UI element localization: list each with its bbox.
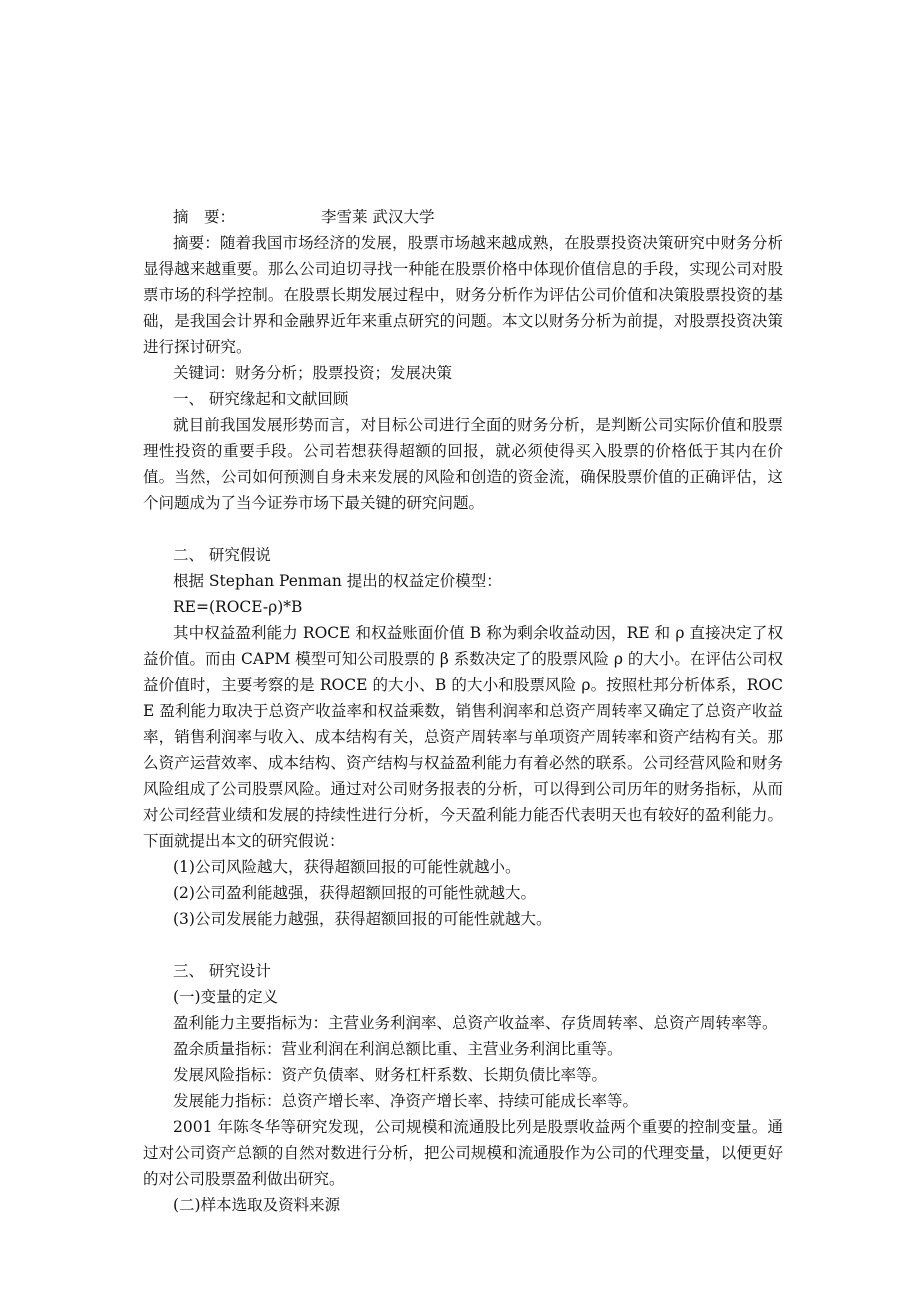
model-intro-line: 根据 Stephan Penman 提出的权益定价模型： — [173, 572, 502, 590]
abstract-heading: 摘 要： — [173, 208, 236, 226]
section-2-heading: 二、 研究假说 — [173, 546, 271, 564]
blank-line — [143, 932, 783, 958]
indicator-line: 盈利能力主要指标为：主营业务利润率、总资产收益率、存货周转率、总资产周转率等。 — [173, 1014, 778, 1032]
subsection-2-heading: (二)样本选取及资料来源 — [173, 1196, 341, 1214]
abstract-paragraph: 摘要：随着我国市场经济的发展，股票市场越来越成熟，在股票投资决策研究中财务分析显得越来越重要。那么公司迫切寻找一种能在股票价格中体现价值信息的手段，实现公司对股票市场的科学控制。在股票长期发展过程中，财务分析作为评估公司价值和决策股票投资的基础，是我国会计界和金融界近年来重点研究的问题。本文以财务分析为前提，对股票投资决策进行探讨研究。 — [143, 234, 783, 356]
hypothesis-item: (1)公司风险越大，获得超额回报的可能性就越小。 — [173, 858, 521, 876]
indicator-line: 发展能力指标：总资产增长率、净资产增长率、持续可能成长率等。 — [173, 1092, 639, 1110]
indicator-line: 发展风险指标：资产负债率、财务杠杆系数、长期负债比率等。 — [173, 1066, 608, 1084]
keywords-line: 关键词：财务分析；股票投资；发展决策 — [173, 364, 453, 382]
section-1-heading: 一、 研究缘起和文献回顾 — [173, 390, 349, 408]
document-page — [143, 204, 783, 1218]
section-3-paragraph: 2001 年陈冬华等研究发现，公司规模和流通股比列是股票收益两个重要的控制变量。通过对公司资产总额的自然对数进行分析，把公司规模和流通股作为公司的代理变量，以便更好的对公司股票盈利做出研究。 — [143, 1118, 783, 1188]
indicator-line: 盈余质量指标：营业利润在利润总额比重、主营业务利润比重等。 — [173, 1040, 623, 1058]
blank-line — [143, 516, 783, 542]
formula-line: RE=(ROCE-ρ)*B — [173, 598, 303, 616]
subsection-1-heading: (一)变量的定义 — [173, 988, 279, 1006]
section-1-paragraph: 就目前我国发展形势而言，对目标公司进行全面的财务分析，是判断公司实际价值和股票理性投资的重要手段。公司若想获得超额的回报，就必须使得买入股票的价格低于其内在价值。当然，公司如何预测自身未来发展的风险和创造的资金流，确保股票价值的正确评估，这个问题成为了当今证券市场下最关键的研究问题。 — [143, 416, 783, 512]
section-3-heading: 三、 研究设计 — [173, 962, 271, 980]
author-line: 李雪莱 武汉大学 — [321, 208, 435, 226]
hypothesis-item: (3)公司发展能力越强，获得超额回报的可能性就越大。 — [173, 910, 552, 928]
abstract-header-line — [143, 204, 783, 230]
hypothesis-item: (2)公司盈利能越强，获得超额回报的可能性就越大。 — [173, 884, 536, 902]
section-2-paragraph: 其中权益盈利能力 ROCE 和权益账面价值 B 称为剩余收益动因，RE 和 ρ 直接决定了权益价值。而由 CAPM 模型可知公司股票的 β 系数决定了的股票风险 ρ 的大小。在评估公司权益价值时，主要考察的是 ROCE 的大小、B 的大小和股票风险 ρ。按照杜邦分析体系，ROCE 盈利能力取决于总资产收益率和权益乘数，销售利润率和总资产周转率又确定了总资产收益率，销售利润率与收入、成本结构有关，总资产周转率与单项资产周转率和资产结构有关。那么资产运营效率、成本结构、资产结构与权益盈利能力有着必然的联系。公司经营风险和财务风险组成了公司股票风险。通过对公司财务报表的分析，可以得到公司历年的财务指标，从而对公司经营业绩和发展的持续性进行分析，今天盈利能力能否代表明天也有较好的盈利能力。下面就提出本文的研究假说： — [143, 624, 783, 850]
